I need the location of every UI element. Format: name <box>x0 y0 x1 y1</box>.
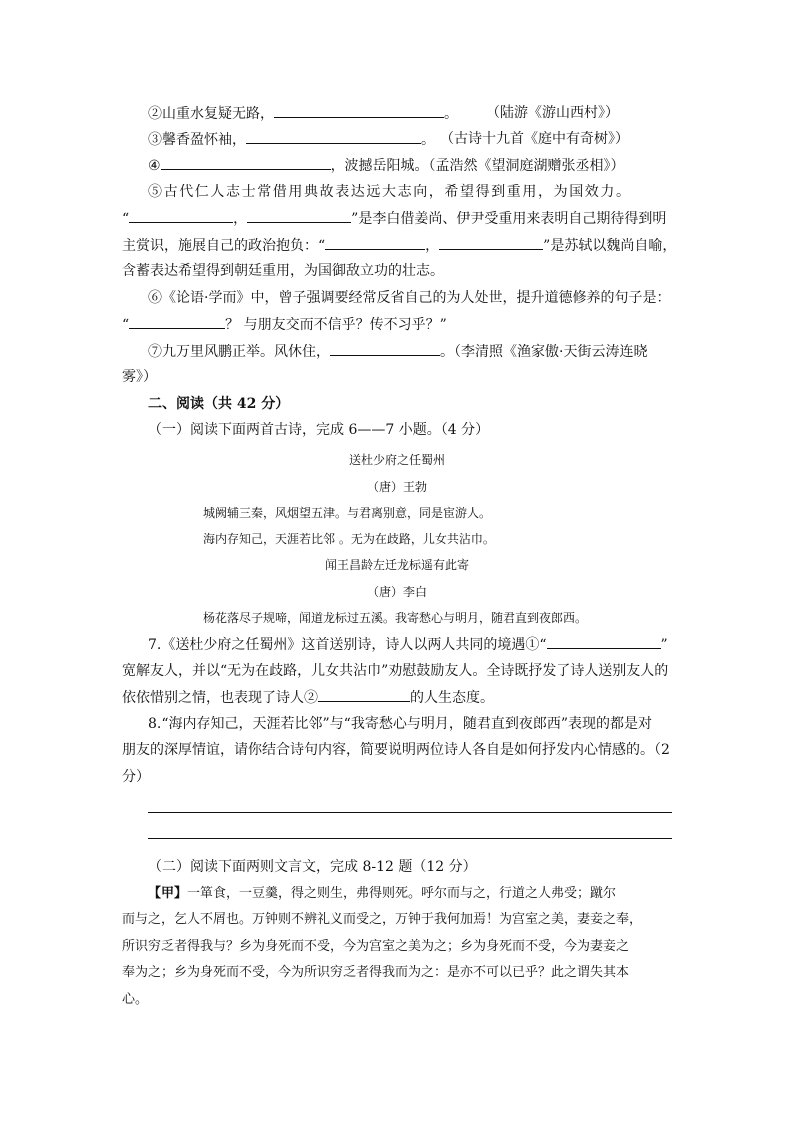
passage-jia-line-3: 所识穷乏者得我与？乡为身死而不受，今为宫室之美为之；乡为身死而不受，今为妻妾之 <box>122 939 630 954</box>
question-3-source: （古诗十九首《庭中有奇树》） <box>440 131 629 147</box>
question-7b-line-3 <box>122 687 494 708</box>
question-4-rest: ，波撼岳阳城。（孟浩然《望洞庭湖赠张丞相》） <box>330 158 625 174</box>
part-1-heading: （一）阅读下面两首古诗，完成 6——7 小题。（4 分） <box>148 422 490 438</box>
answer-blank[interactable] <box>247 208 351 223</box>
question-7-prompt: ⑦九万里风鹏正举。风休住， <box>148 344 330 360</box>
question-7-source: 。（李清照《渔家傲·天街云涛连晓 <box>440 344 648 360</box>
question-6-blank-line <box>122 314 447 335</box>
question-8-line-1: 8.“海内存知己，天涯若比邻”与“我寄愁心与明月，随君直到夜郎西”表现的都是对 <box>148 716 652 732</box>
poem-1-line-2: 海内存知己，天涯若比邻 。无为在歧路，儿女共沾巾。 <box>203 532 495 546</box>
quote-open: “ <box>122 317 130 333</box>
question-2-line <box>148 103 458 124</box>
question-4-line <box>148 155 625 176</box>
passage-jia-line-5: 心。 <box>122 992 149 1007</box>
punctuation: 。 <box>444 106 458 122</box>
question-7-line <box>148 341 647 362</box>
question-4-prompt: ④ <box>148 158 161 174</box>
question-5-text: ”是李白借姜尚、伊尹受重用来表明自己期待得到明 <box>351 211 667 227</box>
question-6-line: ⑥《论语·学而》中，曾子强调要经常反省自己的为人处世，提升道德修养的句子是： <box>148 290 671 306</box>
passage-jia-line-1 <box>148 884 616 904</box>
question-5-line-4: 含蓄表达希望得到朝廷重用，为国御敌立功的壮志。 <box>122 263 444 279</box>
poem-2-title: 闻王昌龄左迁龙标遥有此寄 <box>324 558 469 572</box>
question-3-line <box>148 129 435 150</box>
answer-blank[interactable] <box>246 129 421 144</box>
answer-blank[interactable] <box>330 341 440 356</box>
answer-blank[interactable] <box>129 208 233 223</box>
question-3-prompt: ③馨香盈怀袖， <box>148 132 246 148</box>
passage-jia-mark: 【甲】 <box>148 886 188 901</box>
quote-open: “ <box>122 211 130 227</box>
passage-jia-line-4: 奉为之；乡为身死而不受，今为所识穷乏者得我而为之：是亦不可以已乎？此之谓失其本 <box>122 965 630 980</box>
question-5-text: 主赏识，施展自己的政治抱负：“ <box>122 238 326 254</box>
punctuation: 。 <box>421 132 435 148</box>
answer-line[interactable] <box>148 838 672 839</box>
passage-text: 一箪食，一豆羹，得之则生，弗得则死。呼尔而与之，行道之人弗受；蹴尔 <box>187 886 617 901</box>
poem-2-line-1: 杨花落尽子规啼，闻道龙标过五溪。我寄愁心与明月，随君直到夜郎西。 <box>203 611 588 625</box>
punctuation: ， <box>425 238 440 254</box>
question-2-source: （陆游《游山西村》） <box>486 105 619 121</box>
answer-blank[interactable] <box>547 634 661 649</box>
answer-blank[interactable] <box>274 103 444 118</box>
question-8-line-3: 分） <box>122 769 150 785</box>
question-7b-text: 7.《送杜少府之任蜀州》这首送别诗，诗人以两人共同的境遇①“ <box>148 637 547 653</box>
question-2-prompt: ②山重水复疑无路， <box>148 106 274 122</box>
question-6-text: ？ 与朋友交而不信乎？传不习乎？” <box>225 317 447 333</box>
part-2-heading: （二）阅读下面两则文言文，完成 8-12 题（12 分） <box>148 859 477 875</box>
quote-close: ” <box>660 637 668 653</box>
question-7b-text: 的人生态度。 <box>410 690 494 706</box>
answer-line[interactable] <box>148 812 672 813</box>
question-7-source-cont: 雾》） <box>122 369 157 385</box>
poem-2-author: （唐）李白 <box>366 585 427 599</box>
section-title: 二、阅读（共 42 分） <box>148 396 290 412</box>
question-7b-text: 依依惜别之情，也表现了诗人② <box>122 690 318 706</box>
question-8-line-2: 朋友的深厚情谊，请你结合诗句内容，简要说明两位诗人各自是如何抒发内心情感的。（2 <box>122 742 670 758</box>
punctuation: ， <box>233 211 248 227</box>
question-5-line-3 <box>122 235 676 256</box>
question-7b-line-1 <box>148 634 668 655</box>
answer-blank[interactable] <box>439 235 543 250</box>
poem-1-author: （唐）王勃 <box>366 480 427 494</box>
question-5-line: ⑤古代仁人志士常借用典故表达远大志向，希望得到重用，为国效力。 <box>148 184 632 200</box>
question-5-blanks-line <box>122 208 666 229</box>
question-5-text: ”是苏轼以魏尚自喻， <box>543 238 677 254</box>
question-7b-line-2: 宽解友人，并以“无为在歧路，儿女共沾巾”劝慰鼓励友人。全诗既抒发了诗人送别友人的 <box>122 663 669 679</box>
answer-blank[interactable] <box>318 687 410 702</box>
answer-blank[interactable] <box>129 314 225 329</box>
poem-1-title: 送杜少府之任蜀州 <box>348 453 445 467</box>
poem-1-line-1: 城阙辅三秦，风烟望五津。与君离别意，同是宦游人。 <box>203 506 492 520</box>
passage-jia-line-2: 而与之，乞人不屑也。万钟则不辨礼义而受之，万钟于我何加焉！为宫室之美，妻妾之奉， <box>122 912 643 927</box>
answer-blank[interactable] <box>325 235 425 250</box>
answer-blank[interactable] <box>161 155 331 170</box>
